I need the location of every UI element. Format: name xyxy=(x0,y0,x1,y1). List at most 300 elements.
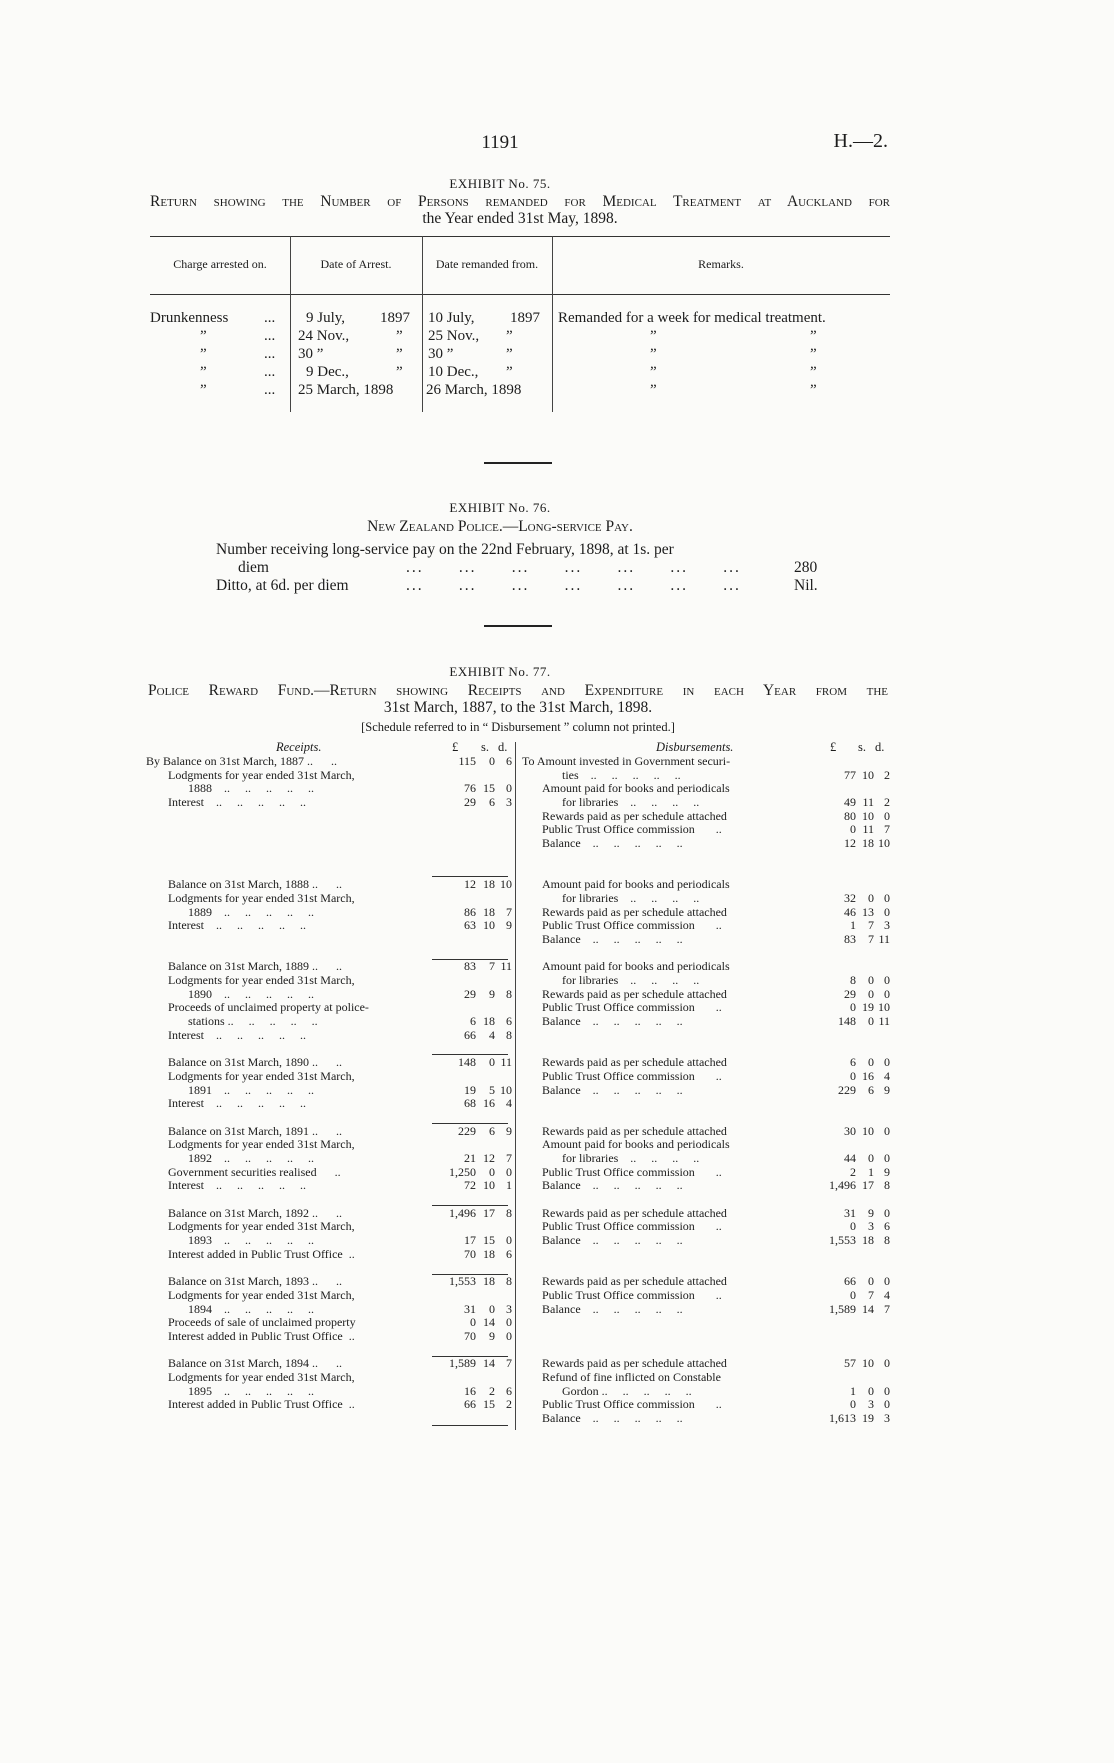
receipts-shillings: 15 xyxy=(483,1233,495,1248)
disbursements-shillings: 0 xyxy=(868,1150,874,1165)
disbursements-row xyxy=(522,974,890,988)
receipts-pence: 0 xyxy=(506,1233,512,1248)
receipts-row xyxy=(146,1289,512,1303)
receipts-shillings: 18 xyxy=(483,1274,495,1289)
disbursements-row xyxy=(522,1261,890,1275)
row5-charge: ” xyxy=(200,382,207,398)
disbursements-row xyxy=(522,769,890,783)
disbursements-item-text: for libraries .. .. .. .. xyxy=(562,973,700,987)
receipts-item-text: Interest .. .. .. .. .. xyxy=(168,1027,306,1042)
receipts-pounds: 86 xyxy=(464,904,476,919)
receipts-item-text: Interest .. .. .. .. .. xyxy=(168,918,306,933)
disbursements-shillings: 10 xyxy=(862,808,874,823)
receipts-item-text: Balance on 31st March, 1891 .. .. xyxy=(168,1123,342,1138)
receipts-shillings: 0 xyxy=(489,754,495,768)
disbursements-pounds: 77 xyxy=(844,767,856,782)
disbursements-shillings: 10 xyxy=(862,1356,874,1371)
receipts-shillings: 5 xyxy=(489,1082,495,1097)
row1-arrest-day: 9 July, xyxy=(306,310,346,326)
disbursements-pounds: 0 xyxy=(850,822,856,837)
row1-arrest-year: 1897 xyxy=(380,310,410,326)
receipts-pounds: 70 xyxy=(464,1246,476,1261)
receipts-row xyxy=(146,851,512,865)
disbursements-shillings: 0 xyxy=(868,1055,874,1070)
receipts-row xyxy=(146,1029,512,1043)
disbursements-row xyxy=(522,988,890,1002)
line-2-label: diem xyxy=(238,559,269,576)
disbursements-row xyxy=(522,1070,890,1084)
subtotal-rule xyxy=(432,1205,508,1206)
receipts-row xyxy=(146,810,512,824)
disbursements-row xyxy=(522,1289,890,1303)
disbursements-pence: 9 xyxy=(884,1164,890,1179)
disbursements-row xyxy=(522,1001,890,1015)
receipts-item-text: Balance on 31st March, 1894 .. .. xyxy=(168,1356,342,1371)
line-2 xyxy=(216,559,826,577)
disbursements-item-text: Balance .. .. .. .. .. xyxy=(542,1082,683,1097)
row3-remark-b: ” xyxy=(810,346,817,362)
disbursements-shillings: 10 xyxy=(862,1123,874,1138)
receipts-row xyxy=(146,1316,512,1330)
disbursements-row xyxy=(522,1220,890,1234)
subtotal-rule xyxy=(432,876,508,877)
disbursements-pounds: 6 xyxy=(850,1055,856,1070)
receipts-shillings: 18 xyxy=(483,1014,495,1029)
disbursements-pounds: 83 xyxy=(844,931,856,946)
receipts-row xyxy=(146,1248,512,1262)
page-number: 1191 xyxy=(481,132,519,153)
disbursements-pounds: 44 xyxy=(844,1150,856,1165)
row3-dots: ... xyxy=(264,346,276,362)
receipts-pence: 7 xyxy=(506,904,512,919)
receipts-shillings: 10 xyxy=(483,918,495,933)
receipts-pounds: 1,553 xyxy=(449,1274,476,1289)
disbursements-pence: 0 xyxy=(884,973,890,987)
disbursements-row xyxy=(522,1015,890,1029)
disbursements-shillings: 19 xyxy=(862,1411,874,1425)
disbursements-row xyxy=(522,1275,890,1289)
disbursements-shillings: 11 xyxy=(862,822,874,837)
disbursements-pounds: 0 xyxy=(850,1000,856,1015)
disbursements-item-text: Balance .. .. .. .. .. xyxy=(542,931,683,946)
receipts-pence: 0 xyxy=(506,781,512,796)
row4-remark-a: ” xyxy=(650,364,657,380)
disbursements-row xyxy=(522,1234,890,1248)
line-3-leader: ... ... ... ... ... ... ... xyxy=(406,577,741,594)
receipts-shillings: 6 xyxy=(489,1123,495,1138)
disbursements-pounds: 148 xyxy=(838,1014,856,1029)
receipts-item-text: Lodgments for year ended 31st March, xyxy=(168,1219,355,1234)
disbursements-item-text: Public Trust Office commission .. xyxy=(542,1397,722,1412)
disbursements-shillings: 16 xyxy=(862,1068,874,1083)
disbursements-pounds: 32 xyxy=(844,890,856,905)
row4-charge: ” xyxy=(200,364,207,380)
receipts-pence: 0 xyxy=(506,1164,512,1179)
receipts-row xyxy=(146,1152,512,1166)
disbursements-item-text: Public Trust Office commission .. xyxy=(542,822,722,837)
disbursements-item-text: Public Trust Office commission .. xyxy=(542,1219,722,1234)
receipts-pounds: 83 xyxy=(464,959,476,974)
line-3-label: Ditto, at 6d. per diem xyxy=(216,577,349,594)
receipts-item-text: Lodgments for year ended 31st March, xyxy=(168,1137,355,1152)
receipts-pounds: 1,250 xyxy=(449,1164,476,1179)
disbursements-pence: 8 xyxy=(884,1233,890,1248)
line-3-value: Nil. xyxy=(794,577,818,594)
disbursements-shillings: 10 xyxy=(862,767,874,782)
receipts-item-text: Interest .. .. .. .. .. xyxy=(168,1178,306,1193)
receipts-pounds: 29 xyxy=(464,795,476,810)
receipts-pence: 3 xyxy=(506,795,512,810)
receipts-item-text: Balance on 31st March, 1889 .. .. xyxy=(168,959,342,974)
disbursements-shillings: 13 xyxy=(862,904,874,919)
disbursements-row xyxy=(522,1029,890,1043)
disbursements-shillings: 0 xyxy=(868,986,874,1001)
disbursements-pence: 2 xyxy=(884,767,890,782)
disbursements-pence: 0 xyxy=(884,1055,890,1070)
final-rule xyxy=(432,1425,508,1426)
receipts-item-text: Government securities realised .. xyxy=(168,1164,341,1179)
disbursements-row xyxy=(522,1166,890,1180)
disbursements-item-text: Public Trust Office commission .. xyxy=(542,1164,722,1179)
receipts-column xyxy=(146,755,512,1412)
receipts-row xyxy=(146,1207,512,1221)
disbursements-pence: 10 xyxy=(878,1000,890,1015)
disbursements-pounds: 0 xyxy=(850,1068,856,1083)
disbursements-shillings: 1 xyxy=(868,1164,874,1179)
line-2-leader: ... ... ... ... ... ... ... xyxy=(406,559,741,576)
receipts-pence-head: d. xyxy=(498,740,508,754)
row2-remark-a: ” xyxy=(650,328,657,344)
disbursements-item-text: for libraries .. .. .. .. xyxy=(562,1150,700,1165)
receipts-pounds: 229 xyxy=(458,1123,476,1138)
disbursements-row xyxy=(522,1125,890,1139)
receipts-pence: 6 xyxy=(506,1014,512,1029)
disbursements-pounds: 30 xyxy=(844,1123,856,1138)
receipts-pounds: 115 xyxy=(458,754,476,768)
disbursements-row xyxy=(522,1330,890,1344)
disbursements-row xyxy=(522,933,890,947)
receipts-pence: 9 xyxy=(506,1123,512,1138)
disbursements-row xyxy=(522,892,890,906)
receipts-row xyxy=(146,1070,512,1084)
parliamentary-reference: H.—2. xyxy=(833,130,888,152)
disbursements-pounds: 12 xyxy=(844,836,856,851)
disbursements-row xyxy=(522,947,890,961)
disbursements-item-text: Amount paid for books and periodicals xyxy=(542,1137,730,1152)
row4-arrest-day: 9 Dec., xyxy=(306,364,349,380)
disbursements-shillings: 7 xyxy=(868,931,874,946)
receipts-pence: 11 xyxy=(500,959,512,974)
disbursements-pounds: 57 xyxy=(844,1356,856,1371)
disbursements-shillings: 0 xyxy=(868,1014,874,1029)
disbursements-pounds: 1 xyxy=(850,918,856,933)
row2-arrest-day: 24 Nov., xyxy=(298,328,350,344)
receipts-row xyxy=(146,1179,512,1193)
receipts-row xyxy=(146,823,512,837)
header-date-of-arrest: Date of Arrest. xyxy=(320,256,392,271)
receipts-item-text: stations .. .. .. .. .. xyxy=(188,1014,318,1029)
disbursements-row xyxy=(522,782,890,796)
receipts-item-text: Proceeds of unclaimed property at police- xyxy=(168,1000,369,1015)
receipts-shillings: 0 xyxy=(489,1301,495,1316)
receipts-item-text: Balance on 31st March, 1892 .. .. xyxy=(168,1205,342,1220)
row3-remanded-day: 30 ” xyxy=(428,346,454,362)
exhibit-75-heading: EXHIBIT No. 75. xyxy=(449,176,551,191)
disbursements-row xyxy=(522,1152,890,1166)
subtotal-rule xyxy=(432,1123,508,1124)
disbursements-column xyxy=(522,755,890,1426)
disbursements-pounds: 29 xyxy=(844,986,856,1001)
receipts-pounds: 19 xyxy=(464,1082,476,1097)
exhibit-76-heading: EXHIBIT No. 76. xyxy=(449,500,551,515)
receipts-pence: 8 xyxy=(506,1274,512,1289)
disbursements-row xyxy=(522,837,890,851)
disbursements-item-text: Rewards paid as per schedule attached xyxy=(542,1356,727,1371)
disbursements-item-text: Rewards paid as per schedule attached xyxy=(542,1205,727,1220)
receipts-row xyxy=(146,933,512,947)
receipts-item-text: Balance on 31st March, 1893 .. .. xyxy=(168,1274,342,1289)
row2-remark-b: ” xyxy=(810,328,817,344)
receipts-item-text: Interest .. .. .. .. .. xyxy=(168,795,306,810)
row2-dots: ... xyxy=(264,328,276,344)
receipts-pounds: 1,589 xyxy=(449,1356,476,1371)
receipts-row xyxy=(146,1398,512,1412)
receipts-row xyxy=(146,1125,512,1139)
disbursements-shillings: 9 xyxy=(868,1205,874,1220)
receipts-item-text: 1888 .. .. .. .. .. xyxy=(188,781,314,796)
disbursements-item-text: Balance .. .. .. .. .. xyxy=(542,1014,683,1029)
receipts-shillings: 16 xyxy=(483,1096,495,1111)
exhibit-75-title-line2: the Year ended 31st May, 1898. xyxy=(422,210,618,227)
receipts-heading: Receipts. xyxy=(276,740,322,754)
receipts-pounds: 66 xyxy=(464,1027,476,1042)
disbursements-pounds: 2 xyxy=(850,1164,856,1179)
section-divider-2 xyxy=(484,625,552,627)
ledger-divider xyxy=(515,742,516,1430)
disbursements-item-text: Rewards paid as per schedule attached xyxy=(542,1055,727,1070)
disbursements-shillings: 0 xyxy=(868,1274,874,1289)
row5-dots: ... xyxy=(264,382,276,398)
disbursements-row xyxy=(522,1303,890,1317)
receipts-row xyxy=(146,1056,512,1070)
disbursements-shillings: 11 xyxy=(862,795,874,810)
disbursements-shillings: 14 xyxy=(862,1301,874,1316)
disbursements-item-text: Balance .. .. .. .. .. xyxy=(542,1411,683,1425)
receipts-pence: 6 xyxy=(506,1246,512,1261)
disbursements-pounds: 0 xyxy=(850,1287,856,1302)
disbursements-pence: 6 xyxy=(884,1219,890,1234)
disbursements-row xyxy=(522,1412,890,1426)
receipts-row xyxy=(146,796,512,810)
receipts-item-text: 1891 .. .. .. .. .. xyxy=(188,1082,314,1097)
receipts-row xyxy=(146,1084,512,1098)
receipts-row xyxy=(146,1015,512,1029)
disbursements-shillings: 0 xyxy=(868,973,874,987)
receipts-item-text: Balance on 31st March, 1888 .. .. xyxy=(168,877,342,892)
header-date-remanded: Date remanded from. xyxy=(435,256,539,271)
disbursements-row xyxy=(522,796,890,810)
exhibit-77-title-line2: 31st March, 1887, to the 31st March, 1898. xyxy=(383,699,653,716)
receipts-pounds: 68 xyxy=(464,1096,476,1111)
row5-remanded-date: 26 March, 1898 xyxy=(426,382,522,398)
receipts-pounds: 0 xyxy=(470,1315,476,1330)
receipts-shillings: 10 xyxy=(483,1178,495,1193)
receipts-row xyxy=(146,1220,512,1234)
receipts-pounds: 21 xyxy=(464,1150,476,1165)
row1-remark: Remanded for a week for medical treatment. xyxy=(558,310,826,326)
receipts-row xyxy=(146,782,512,796)
subtotal-rule xyxy=(432,1274,508,1275)
receipts-item-text: Interest added in Public Trust Office .. xyxy=(168,1397,355,1412)
disbursements-shillings: 17 xyxy=(862,1178,874,1193)
disbursements-pounds: 0 xyxy=(850,1397,856,1412)
disbursements-item-text: ties .. .. .. .. .. xyxy=(562,767,681,782)
disbursements-item-text: Rewards paid as per schedule attached xyxy=(542,904,727,919)
receipts-pence: 8 xyxy=(506,1027,512,1042)
receipts-shillings: 14 xyxy=(483,1315,495,1330)
disbursements-shillings: 3 xyxy=(868,1397,874,1412)
disbursements-pence: 0 xyxy=(884,1205,890,1220)
receipts-shillings: 7 xyxy=(489,959,495,974)
disbursements-pence: 4 xyxy=(884,1068,890,1083)
receipts-pounds: 12 xyxy=(464,877,476,892)
receipts-shillings: 0 xyxy=(489,1055,495,1070)
exhibit-75-title-line1: Return showing the Number of Persons remanded for Medical Treatment at Auckland for xyxy=(150,193,890,210)
receipts-item-text: Lodgments for year ended 31st March, xyxy=(168,973,355,987)
receipts-shillings: 18 xyxy=(483,1246,495,1261)
receipts-row xyxy=(146,1357,512,1371)
disb-pounds-head: £ xyxy=(830,740,837,754)
receipts-shillings: 6 xyxy=(489,795,495,810)
disbursements-pence: 2 xyxy=(884,795,890,810)
disbursements-pounds: 1,496 xyxy=(829,1178,856,1193)
subtotal-rule xyxy=(432,959,508,960)
disbursements-shillings: 0 xyxy=(868,1383,874,1398)
receipts-item-text: Interest added in Public Trust Office .. xyxy=(168,1328,355,1343)
disbursements-item-text: Balance .. .. .. .. .. xyxy=(542,1178,683,1193)
subtotal-rule xyxy=(432,1356,508,1357)
receipts-item-text: Lodgments for year ended 31st March, xyxy=(168,1287,355,1302)
disbursements-item-text: Amount paid for books and periodicals xyxy=(542,959,730,974)
disbursements-pence: 7 xyxy=(884,822,890,837)
disbursements-item-text: Public Trust Office commission .. xyxy=(542,1000,722,1015)
disbursements-row xyxy=(522,1056,890,1070)
disbursements-row xyxy=(522,1138,890,1152)
disbursements-shillings: 7 xyxy=(868,918,874,933)
disbursements-shillings: 18 xyxy=(862,836,874,851)
receipts-pounds: 72 xyxy=(464,1178,476,1193)
disbursements-pence: 11 xyxy=(878,1014,890,1029)
disbursements-row xyxy=(522,1398,890,1412)
row1-remanded-year: 1897 xyxy=(510,310,540,326)
disbursements-item-text: Refund of fine inflicted on Constable xyxy=(542,1369,721,1384)
receipts-pence: 2 xyxy=(506,1397,512,1412)
disbursements-row xyxy=(522,960,890,974)
disbursements-pence: 0 xyxy=(884,1274,890,1289)
receipts-row xyxy=(146,974,512,988)
row2-remanded-year: ” xyxy=(506,328,513,344)
disbursements-row xyxy=(522,865,890,879)
row4-dots: ... xyxy=(264,364,276,380)
disbursements-row xyxy=(522,1111,890,1125)
receipts-row xyxy=(146,755,512,769)
disbursements-pence: 0 xyxy=(884,1150,890,1165)
disbursements-pence: 0 xyxy=(884,1383,890,1398)
disbursements-pence: 0 xyxy=(884,808,890,823)
receipts-pounds: 31 xyxy=(464,1301,476,1316)
receipts-row xyxy=(146,1138,512,1152)
disbursements-pounds: 46 xyxy=(844,904,856,919)
disbursements-shillings: 0 xyxy=(868,890,874,905)
disbursements-pence: 3 xyxy=(884,918,890,933)
disbursements-item-text: Public Trust Office commission .. xyxy=(542,1068,722,1083)
receipts-row xyxy=(146,892,512,906)
disbursements-pence: 0 xyxy=(884,904,890,919)
receipts-pence: 6 xyxy=(506,754,512,768)
disbursements-item-text: Public Trust Office commission .. xyxy=(542,918,722,933)
receipts-pence: 3 xyxy=(506,1301,512,1316)
disbursements-pence: 3 xyxy=(884,1411,890,1425)
receipts-pence: 8 xyxy=(506,1205,512,1220)
receipts-shillings: 0 xyxy=(489,1164,495,1179)
disbursements-shillings: 3 xyxy=(868,1219,874,1234)
receipts-pence: 7 xyxy=(506,1150,512,1165)
line-3 xyxy=(216,577,826,595)
disbursements-pence: 0 xyxy=(884,1397,890,1412)
receipts-pounds: 76 xyxy=(464,781,476,796)
receipts-pence: 11 xyxy=(500,1055,512,1070)
receipts-shillings: 9 xyxy=(489,1328,495,1343)
subtotal-rule xyxy=(432,1054,508,1055)
receipts-pence: 9 xyxy=(506,918,512,933)
disbursements-pence: 4 xyxy=(884,1287,890,1302)
disbursements-row xyxy=(522,1207,890,1221)
receipts-item-text: Lodgments for year ended 31st March, xyxy=(168,890,355,905)
receipts-row xyxy=(146,1303,512,1317)
exhibit-77-note: [Schedule referred to in “ Disbursement ” column not printed.] xyxy=(361,720,675,734)
exhibit-77-title-line1: Police Reward Fund.—Return showing Receipts and Expenditure in each Year from the xyxy=(148,682,888,699)
disbursements-row xyxy=(522,851,890,865)
receipts-row xyxy=(146,837,512,851)
disbursements-pence: 9 xyxy=(884,1082,890,1097)
disbursements-row xyxy=(522,906,890,920)
disbursements-shillings: 19 xyxy=(862,1000,874,1015)
section-divider xyxy=(484,462,552,464)
receipts-item-text: By Balance on 31st March, 1887 .. .. xyxy=(146,754,337,768)
row1-dots: ... xyxy=(264,310,276,326)
disbursements-item-text: Rewards paid as per schedule attached xyxy=(542,986,727,1001)
disbursements-row xyxy=(522,1371,890,1385)
receipts-pounds-head: £ xyxy=(452,740,459,754)
disbursements-pence: 0 xyxy=(884,1123,890,1138)
receipts-shillings: 18 xyxy=(483,877,495,892)
receipts-pounds: 16 xyxy=(464,1383,476,1398)
line-2-value: 280 xyxy=(794,559,818,576)
disbursements-row xyxy=(522,810,890,824)
disbursements-pence: 10 xyxy=(878,836,890,851)
line-1 xyxy=(216,541,826,559)
disbursements-pounds: 0 xyxy=(850,1219,856,1234)
receipts-pounds: 6 xyxy=(470,1014,476,1029)
long-service-pay-list xyxy=(216,541,826,595)
receipts-pence: 6 xyxy=(506,1383,512,1398)
disbursements-pence: 11 xyxy=(878,931,890,946)
disbursements-row xyxy=(522,1248,890,1262)
disbursements-row xyxy=(522,1344,890,1358)
disbursements-pence: 0 xyxy=(884,890,890,905)
receipts-item-text: 1894 .. .. .. .. .. xyxy=(188,1301,314,1316)
row4-arrest-year: ” xyxy=(396,364,403,380)
